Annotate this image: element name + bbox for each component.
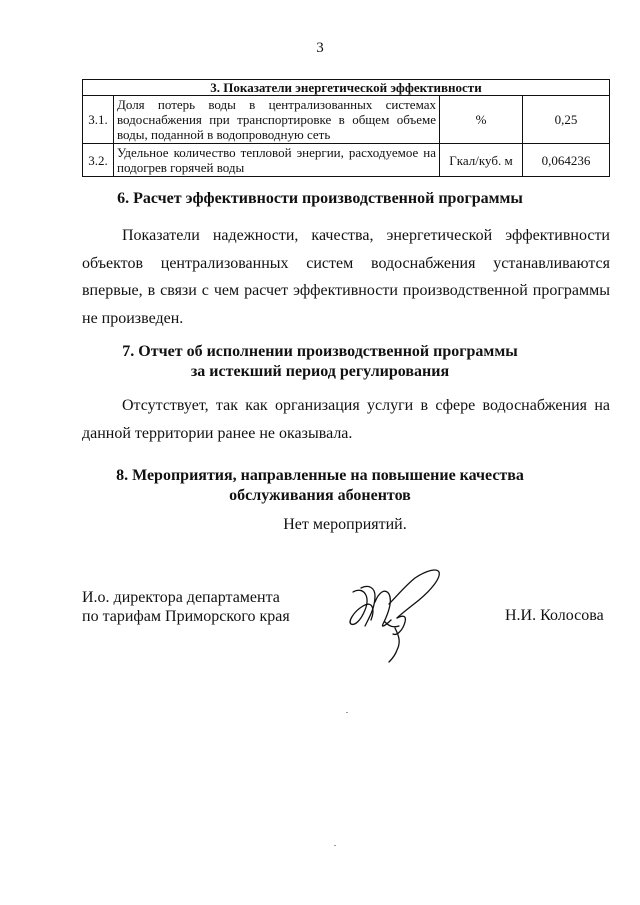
- section6-paragraph: [82, 222, 610, 332]
- section7-heading: [0, 342, 640, 382]
- section8-text: Нет мероприятий.: [283, 516, 407, 533]
- section7-heading-line2: за истекший период регулирования: [190, 363, 450, 380]
- signer-title-line2: по тарифам Приморского края: [82, 608, 290, 625]
- section6-heading: 6. Расчет эффективности производственной программы: [117, 190, 523, 207]
- page-number: 3: [316, 40, 324, 56]
- row-unit: %: [440, 96, 523, 144]
- table-row: [83, 96, 610, 144]
- signer-name: Н.И. Колосова: [505, 607, 604, 624]
- signer-title: [82, 588, 290, 626]
- scan-speck: [334, 845, 336, 846]
- section7-heading-line1: 7. Отчет об исполнении производственной программы: [122, 343, 518, 360]
- row-value: 0,25: [523, 96, 610, 144]
- scan-speck: [346, 712, 348, 713]
- section8-heading-line1: 8. Мероприятия, направленные на повышение качества: [116, 467, 524, 484]
- section8-heading-line2: обслуживания абонентов: [229, 487, 411, 504]
- row-number: 3.2.: [83, 144, 114, 177]
- row-unit: Гкал/куб. м: [440, 144, 523, 177]
- handwritten-signature: [345, 566, 455, 666]
- section6-text: Показатели надежности, качества, энергетической эффективности объектов централизованных систем водоснабжения устанавливаются впервые, в связи с чем расчет эффективности производственной программы не произведен.: [82, 227, 610, 327]
- table-section-title: 3. Показатели энергетической эффективности: [83, 80, 610, 96]
- row-number: 3.1.: [83, 96, 114, 144]
- section7-text: Отсутствует, так как организация услуги в сфере водоснабжения на данной территории ранее не оказывала.: [82, 397, 610, 442]
- row-indicator-name: Удельное количество тепловой энергии, расходуемое на подогрев горячей воды: [114, 144, 440, 177]
- row-value: 0,064236: [523, 144, 610, 177]
- section7-paragraph: [82, 392, 610, 447]
- section8-heading: [0, 466, 640, 506]
- table-row: [83, 144, 610, 177]
- signer-title-line1: И.о. директора департамента: [82, 589, 280, 606]
- table-section-row: [83, 80, 610, 96]
- indicators-table: [82, 79, 610, 177]
- row-indicator-name: Доля потерь воды в централизованных системах водоснабжения при транспортировке в общем объеме воды, поданной в водопроводную сеть: [114, 96, 440, 144]
